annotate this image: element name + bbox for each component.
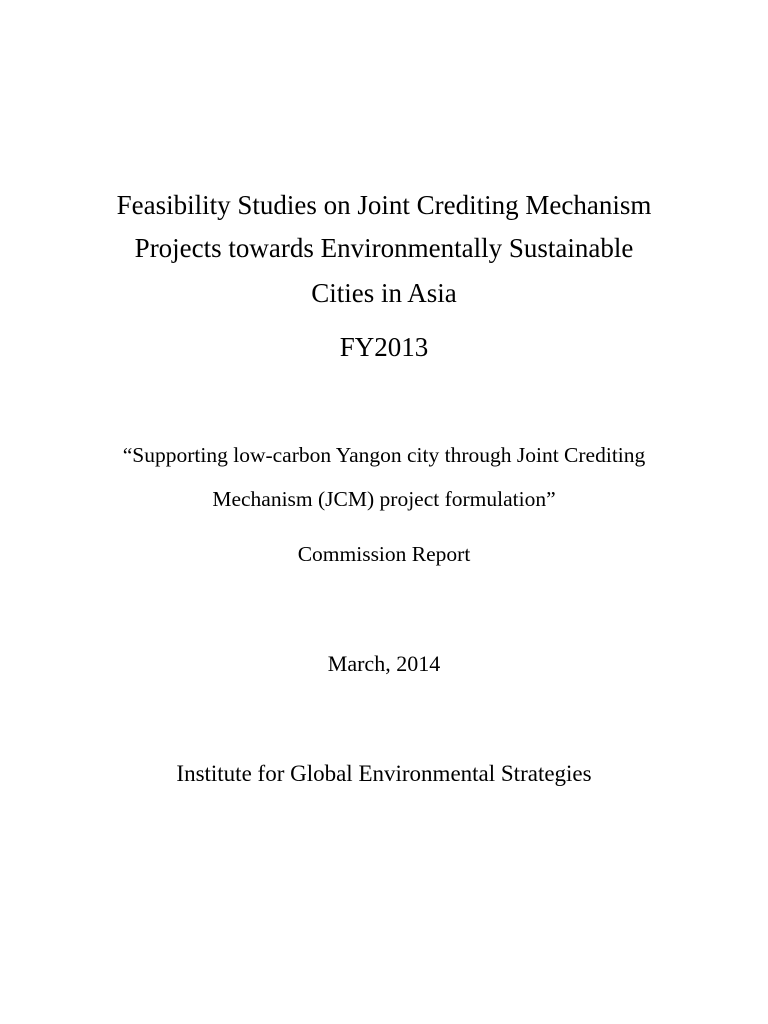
title-line-2: Projects towards Environmentally Sustainable — [134, 233, 634, 263]
fiscal-year: FY2013 — [339, 332, 429, 362]
subtitle-line-2: Mechanism (JCM) project formulation” — [212, 487, 556, 511]
subtitle-line-1: “Supporting low-carbon Yangon city through Joint Crediting — [122, 443, 646, 467]
report-type: Commission Report — [297, 542, 471, 566]
report-date: March, 2014 — [327, 651, 441, 676]
title-line-1: Feasibility Studies on Joint Crediting Mechanism — [116, 190, 652, 220]
institution-name: Institute for Global Environmental Strategies — [176, 761, 592, 786]
title-line-3: Cities in Asia — [311, 278, 457, 308]
